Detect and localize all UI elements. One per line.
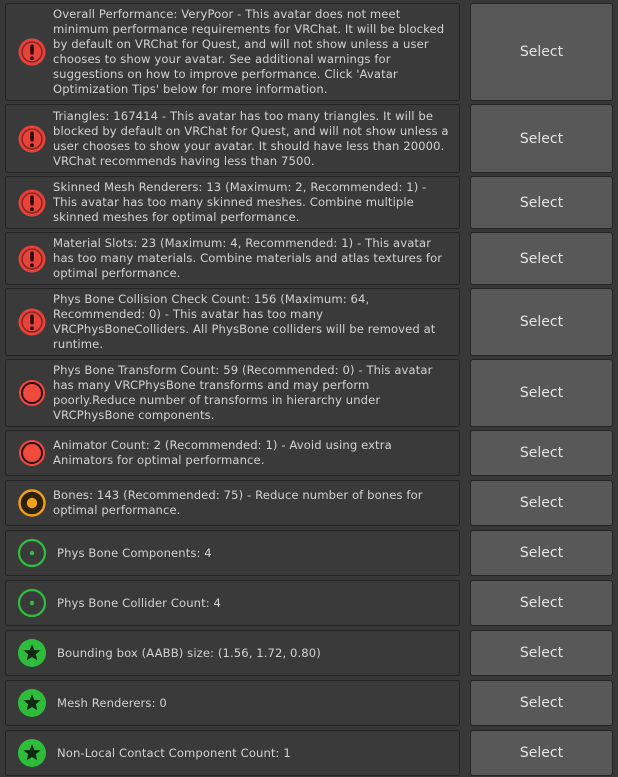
message-box bbox=[5, 176, 460, 229]
performance-row bbox=[0, 530, 618, 576]
message-label: Mesh Renderers: 0 bbox=[57, 695, 167, 710]
message-label: Phys Bone Collider Count: 4 bbox=[57, 595, 222, 610]
performance-row bbox=[0, 232, 618, 285]
message-box bbox=[5, 480, 460, 526]
message-text bbox=[53, 360, 453, 426]
message-label: Skinned Mesh Renderers: 13 (Maximum: 2, Recommended: 1) - This avatar has too many skinned meshes. Combine multiple skinned meshes for optimal performance. bbox=[53, 180, 427, 224]
select-button[interactable]: Select bbox=[470, 3, 613, 101]
message-label: Overall Performance: VeryPoor - This avatar does not meet minimum performance requirements for VRChat. It will be blocked by default on VRChat for Quest, and will not show unless a user chooses to show your avatar. See additional warnings for suggestions on how to improve performance. Click 'Avatar Optimization Tips' below for more information. bbox=[53, 7, 445, 96]
performance-row bbox=[0, 730, 618, 776]
message-text bbox=[53, 481, 453, 525]
message-box bbox=[5, 580, 460, 626]
message-text bbox=[53, 177, 453, 228]
error-exclamation-icon bbox=[17, 244, 47, 274]
message-text bbox=[57, 631, 453, 675]
message-label: Bones: 143 (Recommended: 75) - Reduce number of bones for optimal performance. bbox=[53, 488, 423, 517]
performance-row bbox=[0, 3, 618, 101]
select-button[interactable]: Select bbox=[470, 730, 613, 776]
poor-red-dot-icon bbox=[17, 438, 47, 468]
excellent-green-star-icon bbox=[17, 638, 47, 668]
message-box bbox=[5, 3, 460, 101]
select-button[interactable]: Select bbox=[470, 288, 613, 356]
excellent-green-star-icon bbox=[17, 738, 47, 768]
performance-row bbox=[0, 630, 618, 676]
select-button[interactable]: Select bbox=[470, 680, 613, 726]
message-box bbox=[5, 430, 460, 476]
message-box bbox=[5, 680, 460, 726]
error-exclamation-icon bbox=[17, 124, 47, 154]
message-box bbox=[5, 232, 460, 285]
select-button[interactable]: Select bbox=[470, 232, 613, 285]
medium-yellow-dot-icon bbox=[17, 488, 47, 518]
performance-row bbox=[0, 480, 618, 526]
error-exclamation-icon bbox=[17, 37, 47, 67]
message-text bbox=[53, 431, 453, 475]
performance-row bbox=[0, 580, 618, 626]
message-box bbox=[5, 104, 460, 173]
poor-red-dot-icon bbox=[17, 378, 47, 408]
message-text bbox=[53, 105, 453, 172]
message-label: Animator Count: 2 (Recommended: 1) - Avoid using extra Animators for optimal performance. bbox=[53, 438, 392, 467]
message-label: Phys Bone Collision Check Count: 156 (Maximum: 64, Recommended: 0) - This avatar has too many VRCPhysBoneColliders. All PhysBone colliders will be removed at runtime. bbox=[53, 292, 436, 351]
error-exclamation-icon bbox=[17, 307, 47, 337]
message-box bbox=[5, 730, 460, 776]
performance-row bbox=[0, 288, 618, 356]
message-text bbox=[53, 289, 453, 355]
message-text bbox=[53, 4, 453, 100]
select-button[interactable]: Select bbox=[470, 104, 613, 173]
message-label: Bounding box (AABB) size: (1.56, 1.72, 0.80) bbox=[57, 645, 321, 660]
message-text bbox=[57, 531, 453, 575]
message-label: Phys Bone Components: 4 bbox=[57, 545, 212, 560]
performance-row bbox=[0, 104, 618, 173]
select-button[interactable]: Select bbox=[470, 480, 613, 526]
message-text bbox=[57, 581, 453, 625]
message-label: Triangles: 167414 - This avatar has too many triangles. It will be blocked by default on VRChat for Quest, and will not show unless a user chooses to show your avatar. It should have less than 20000. VRChat recommends having less than 7500. bbox=[53, 108, 449, 168]
select-button[interactable]: Select bbox=[470, 630, 613, 676]
select-button[interactable]: Select bbox=[470, 359, 613, 427]
message-box bbox=[5, 530, 460, 576]
performance-row bbox=[0, 359, 618, 427]
message-label: Material Slots: 23 (Maximum: 4, Recommended: 1) - This avatar has too many materials. Combine materials and atlas textures for optimal performance. bbox=[53, 236, 443, 280]
select-button[interactable]: Select bbox=[470, 176, 613, 229]
select-button[interactable]: Select bbox=[470, 530, 613, 576]
performance-row bbox=[0, 176, 618, 229]
select-button[interactable]: Select bbox=[470, 430, 613, 476]
message-box bbox=[5, 359, 460, 427]
message-text bbox=[53, 233, 453, 284]
message-label: Non-Local Contact Component Count: 1 bbox=[57, 745, 291, 760]
select-button[interactable]: Select bbox=[470, 580, 613, 626]
performance-row bbox=[0, 680, 618, 726]
message-text bbox=[57, 731, 453, 775]
message-label: Phys Bone Transform Count: 59 (Recommended: 0) - This avatar has many VRCPhysBone transforms and may perform poorly.Reduce number of transforms in hierarchy under VRCPhysBone components. bbox=[53, 363, 433, 422]
message-box bbox=[5, 630, 460, 676]
performance-row bbox=[0, 430, 618, 476]
message-text bbox=[57, 681, 453, 725]
good-green-ring-icon bbox=[17, 538, 47, 568]
message-box bbox=[5, 288, 460, 356]
excellent-green-star-icon bbox=[17, 688, 47, 718]
good-green-ring-icon bbox=[17, 588, 47, 618]
error-exclamation-icon bbox=[17, 188, 47, 218]
